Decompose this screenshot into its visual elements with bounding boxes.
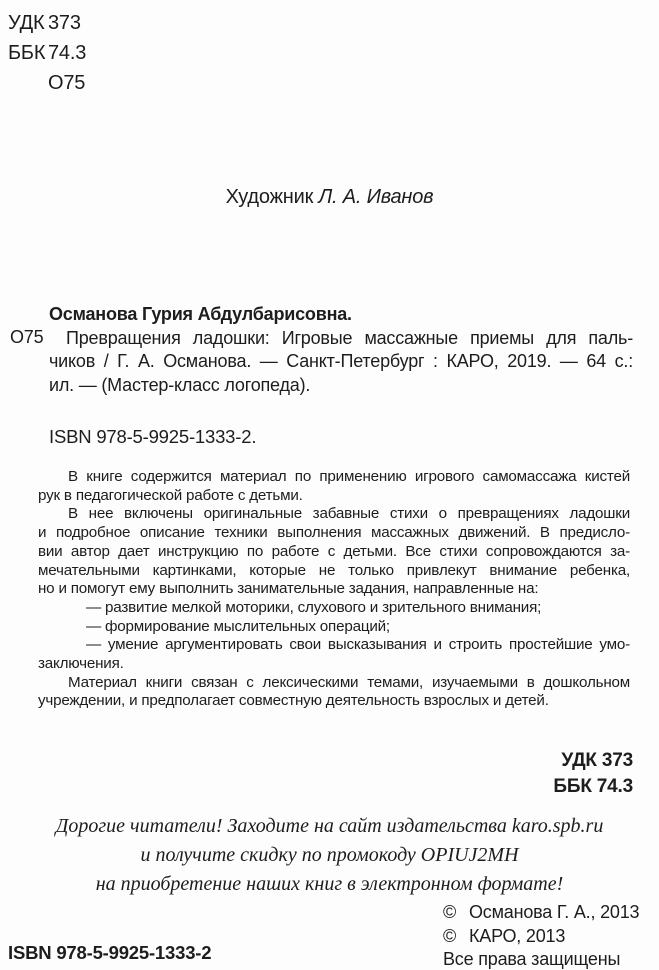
copyright-row <box>443 901 639 925</box>
biblio-line: Превращения ладошки: Игровые массажные приемы для паль- <box>66 327 633 348</box>
artist-name: Л. А. Иванов <box>318 186 434 208</box>
annotation <box>38 468 630 711</box>
promo-line-2: и получите скидку по промокоду OPIUJ2MH <box>140 844 519 866</box>
author-sign-code: О75 <box>48 72 86 94</box>
udk-right: УДК 373 <box>561 750 633 771</box>
promo-line-1: Дорогие читатели! Заходите на сайт издательства karo.spb.ru <box>55 815 604 837</box>
annotation-line: рук в педагогической работе с детьми. <box>38 486 303 504</box>
annotation-line: но и помогут ему выполнить занимательные задания, направленные на: <box>38 580 539 598</box>
biblio-line: ил. — (Мастер-класс логопеда). <box>49 374 311 395</box>
biblio-lines <box>49 327 633 398</box>
annotation-line: — развитие мелкой моторики, слухового и зрительного внимания; <box>86 598 542 616</box>
annotation-line: Материал книги связан с лексическими темами, изучаемыми в дошкольном <box>68 673 630 691</box>
bbk-label: ББК <box>8 42 46 64</box>
promo-line-3: на приобретение наших книг в электронном формате! <box>95 873 564 895</box>
annotation-line: вии автор дает инструкцию по работе с детьми. Все стихи сопровождаются за- <box>38 542 630 560</box>
copyright-icon: © <box>443 902 457 922</box>
annotation-line: — формирование мыслительных операций; <box>86 617 390 635</box>
udk-label: УДК <box>8 12 45 34</box>
udk-value: 373 <box>48 12 81 34</box>
isbn-entry: ISBN 978-5-9925-1333-2. <box>49 426 257 447</box>
annotation-line: заключения. <box>38 655 124 673</box>
biblio-line: чиков / Г. А. Османова. — Санкт-Петербург : КАРО, 2019. — 64 с.: <box>49 351 633 371</box>
bbk-row <box>8 38 86 68</box>
copyright-block <box>443 901 639 970</box>
udk-row <box>8 8 86 38</box>
copyright-row <box>443 925 639 949</box>
classification-block <box>8 8 86 98</box>
publisher-promo <box>0 812 659 899</box>
footer-isbn: ISBN 978-5-9925-1333-2 <box>8 942 212 963</box>
artist-credit <box>0 186 659 209</box>
annotation-line: — умение аргументировать свои высказывания и строить простейшие умо- <box>86 636 630 654</box>
margin-author-sign: О75 <box>10 327 44 347</box>
bbk-right: ББК 74.3 <box>553 776 633 797</box>
annotation-line: учреждении, и предполагает совместную деятельность взрослых и детей. <box>38 692 549 710</box>
copyright-text: КАРО, 2013 <box>469 925 566 946</box>
annotation-line: В книге содержится материал по применению игрового самомассажа кистей <box>68 468 630 485</box>
annotation-line: В нее включены оригинальные забавные стихи о превращениях ладошки <box>68 505 630 523</box>
book-author: Османова Гурия Абдулбарисовна. <box>49 304 352 324</box>
copyright-icon: © <box>443 925 457 946</box>
bibliographic-entry <box>49 303 633 397</box>
rights-reserved: Все права защищены <box>443 949 621 969</box>
bbk-value: 74.3 <box>48 42 87 64</box>
annotation-line: и подробное описание техники выполнения массажных движений. В предисло- <box>38 524 630 542</box>
annotation-line: мечательными картинками, которые не только привлекут внимание ребенка, <box>38 561 630 579</box>
artist-label: Художник <box>225 186 314 208</box>
copyright-text: Османова Г. А., 2013 <box>469 902 640 922</box>
classification-codes-right <box>553 748 633 800</box>
